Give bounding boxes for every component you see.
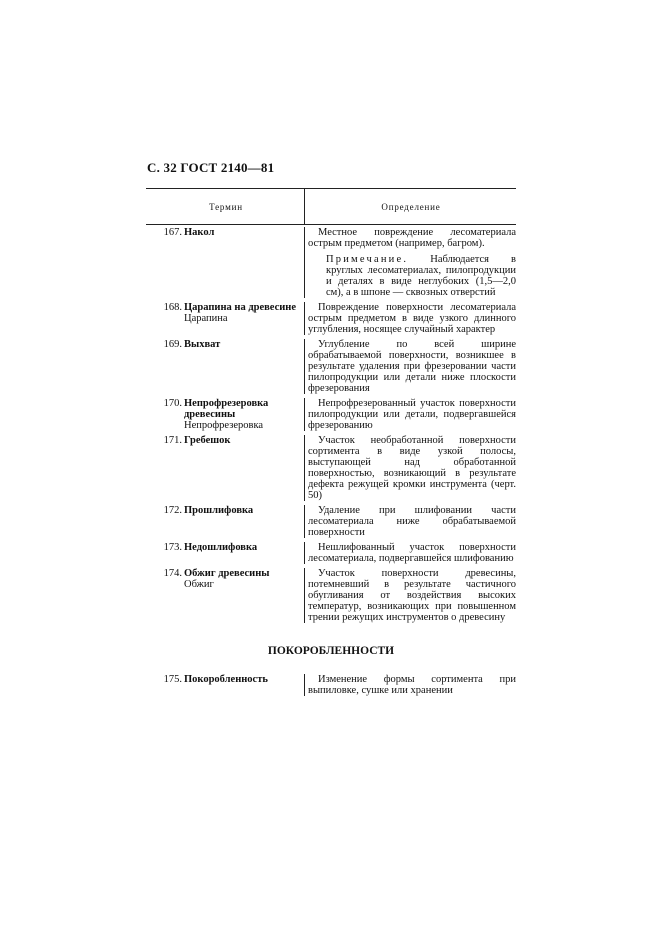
term-number: 174. [163,568,182,579]
note [326,254,516,298]
term-cell [146,435,304,501]
term-synonym: Обжиг [184,579,214,590]
term-name: Непрофрезеровка древесины [184,398,269,420]
definition-text: Изменение формы сортимента при выпиловке, сушке или хранении [308,674,516,696]
definition-text: Непрофрезерованный участок поверхности пилопродукции или детали, подвергавшейся фрезерованию [308,398,516,431]
terms-table [146,227,516,627]
term-name: Покоробленность [184,674,268,685]
term-synonym: Царапина [184,313,228,324]
definition-text: Удаление при шлифовании части лесоматериала ниже обрабатываемой поверхности [308,505,516,538]
definition-cell [304,568,516,623]
table-row [146,505,516,538]
definition-text: Повреждение поверхности лесоматериала острым предметом в виде узкого длинного углубления, носящее случайный характер [308,302,516,335]
term-number: 172. [163,505,182,516]
table-header-rule [146,224,516,225]
definition-cell [304,339,516,394]
term-cell [146,398,304,431]
term-number: 171. [163,435,182,446]
section-title: ПОКОРОБЛЕННОСТИ [267,645,395,657]
definition-cell [304,674,516,696]
term-synonym: Непрофрезеровка [184,420,264,431]
terms-table-section-2 [146,674,516,700]
term-name: Обжиг древесины [184,568,270,579]
column-header-definition: Определение [381,202,441,212]
term-name: Накол [184,227,215,238]
page-header: С. 32 ГОСТ 2140—81 [147,160,275,175]
term-name: Выхват [184,339,221,350]
definition-text: Участок необработанной поверхности сортимента в виде узкой полосы, выступающей над обработанной поверхностью, возникающий в результате дефекта режущей кромки инструмента (черт. 50) [308,435,516,501]
term-cell [146,542,304,564]
term-number: 175. [163,674,182,685]
table-top-rule [146,188,516,189]
term-number: 167. [163,227,182,238]
definition-cell [304,398,516,431]
column-header-term: Термин [209,202,243,212]
term-name: Царапина на древесине [184,302,297,313]
table-row [146,568,516,623]
definition-cell [304,435,516,501]
term-cell [146,674,304,696]
table-row [146,674,516,696]
definition-text: Нешлифованный участок поверхности лесоматериала, подвергавшейся шлифованию [308,542,516,564]
definition-text: Углубление по всей ширине обрабатываемой поверхности, возникшее в результате удаления при фрезеровании части пилопродукции или детали ниже плоскости фрезерования [308,339,516,394]
definition-text: Местное повреждение лесоматериала острым предметом (например, багром). [308,227,516,249]
header-column-divider [304,188,305,224]
definition-cell [304,505,516,538]
table-row [146,302,516,335]
term-number: 169. [163,339,182,350]
table-row [146,435,516,501]
term-cell [146,339,304,394]
term-cell [146,505,304,538]
definition-cell [304,302,516,335]
term-number: 168. [163,302,182,313]
term-name: Недошлифовка [184,542,258,553]
term-cell [146,227,304,298]
table-row [146,542,516,564]
table-row [146,339,516,394]
term-number: 173. [163,542,182,553]
definition-cell [304,542,516,564]
term-cell [146,568,304,623]
definition-cell [304,227,516,298]
note-text: Наблюдается в круглых лесоматериалах, пилопродукции и деталях в виде неглубоких (1,5—2,0 см), а в шпоне — сквозных отверстий [326,254,516,298]
definition-text: Участок поверхности древесины, потемневший в результате частичного обугливания от воздействия высоких температур, возникающих при повышенном трении режущих инструментов о древесину [308,568,516,623]
note-label: Примечание. [326,254,409,265]
term-number: 170. [163,398,182,409]
term-name: Прошлифовка [184,505,254,516]
term-cell [146,302,304,335]
table-row [146,398,516,431]
term-name: Гребешок [184,435,231,446]
table-row [146,227,516,298]
